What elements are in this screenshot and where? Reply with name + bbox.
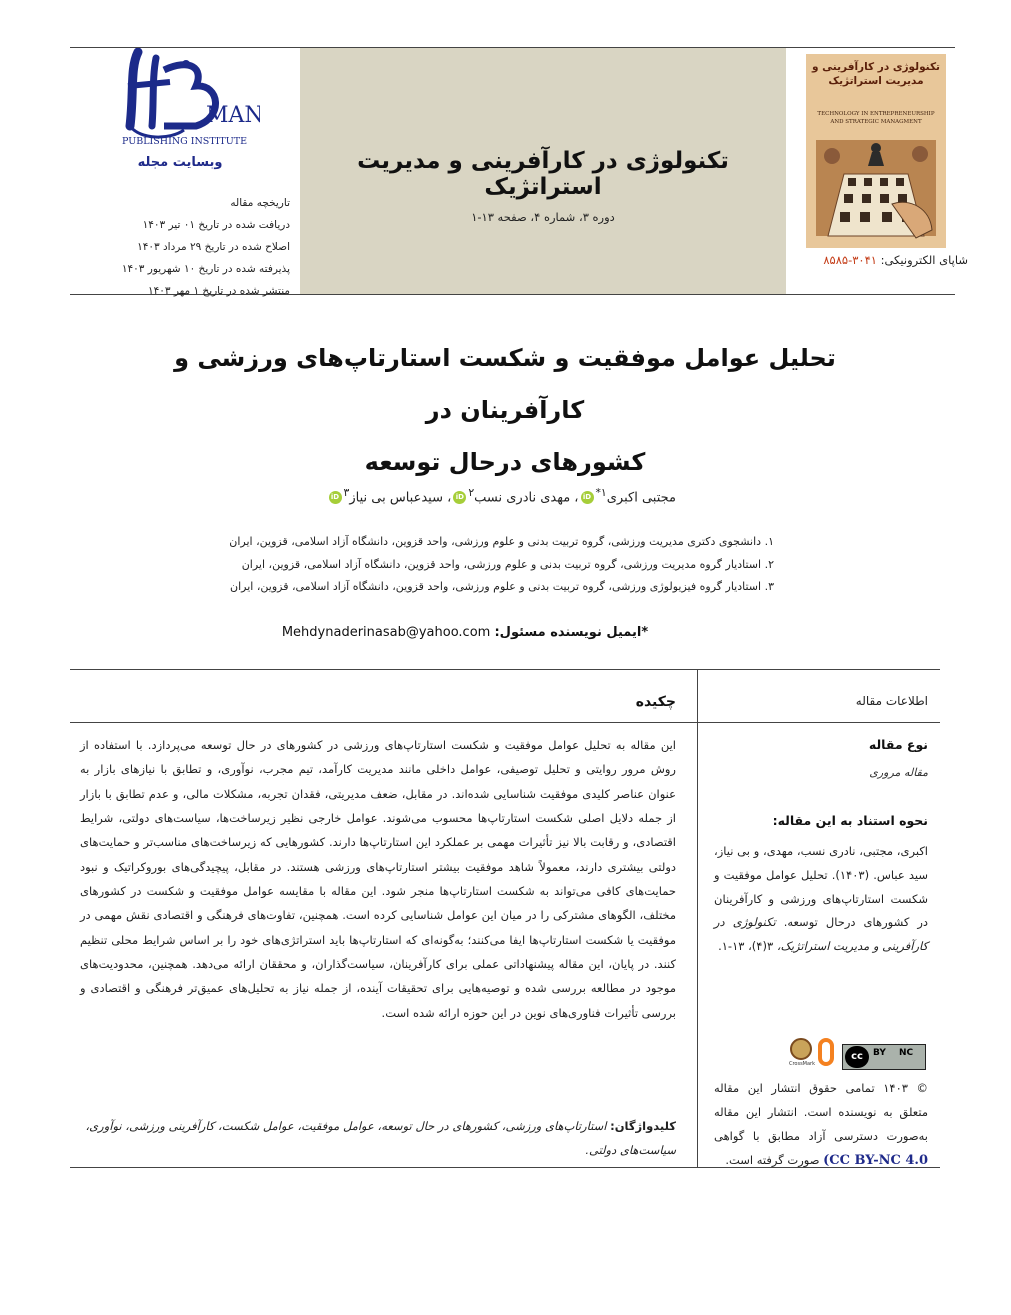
cc-icon: cc: [845, 1046, 869, 1068]
article-title-line1: تحلیل عوامل موفقیت و شکست استارتاپ‌های ورزشی و کارآفرینان در: [174, 344, 836, 424]
keywords-label: کلیدواژگان:: [610, 1119, 676, 1133]
copyright-tail: صورت گرفته است.: [725, 1153, 820, 1167]
issue-info: دوره ۳، شماره ۴، صفحه ۱۳-۱: [471, 210, 615, 224]
svg-text:MAN: MAN: [206, 103, 260, 128]
article-info-heading: اطلاعات مقاله: [855, 694, 928, 708]
author-2-affil: ۲: [468, 486, 475, 499]
history-published: منتشر شده در تاریخ ۱ مهر ۱۴۰۳: [147, 285, 290, 297]
affiliation-1: ۱. دانشجوی دکتری مدیریت ورزشی، گروه تربیت بدنی و علوم ورزشی، واحد قزوین، دانشگاه آزاد اسلامی، قزوین، ایران: [229, 535, 774, 548]
license-link[interactable]: (CC BY-NC 4.0: [823, 1153, 928, 1168]
email-value[interactable]: Mehdynaderinasab@yahoo.com: [281, 625, 491, 640]
affiliations: [200, 531, 774, 599]
citation-tail: ۳(۴)، ۱۳-۱.: [718, 939, 774, 954]
issn-label: شاپای الکترونیکی:: [880, 253, 968, 267]
article-history: [100, 192, 290, 302]
article-type-value: مقاله مروری: [869, 766, 928, 779]
affiliation-3: ۳. استادیار گروه فیزیولوژی ورزشی، گروه تربیت بدنی و علوم ورزشی، واحد قزوین، دانشگاه آزاد اسلامی، قزوین، ایران: [230, 580, 774, 593]
author-2: ، مهدی نادری نسب: [474, 490, 579, 506]
keywords-value: استارتاپ‌های ورزشی، کشورهای در حال توسعه، عوامل موفقیت، عوامل شکست، کارآفرینی ورزشی، نوآوری، سیاست‌های دولتی.: [85, 1119, 676, 1157]
orcid-icon[interactable]: iD: [453, 491, 466, 504]
citation-journal: تکنولوژی در کارآفرینی و مدیریت استراتژیک،: [714, 915, 928, 954]
citation-label: نحوه استناد به این مقاله:: [772, 813, 928, 828]
issn-value: ۳۰۴۱-۸۵۸۵: [823, 253, 877, 267]
article-type-label: نوع مقاله: [868, 737, 928, 752]
corresponding-email: [240, 625, 690, 640]
table-header-rule: [70, 722, 940, 723]
license-badges: [790, 1038, 930, 1072]
author-3: ، سیدعباس بی نیاز: [349, 490, 452, 506]
author-1-affil: ۱*: [595, 486, 607, 499]
publisher-logo-mark: [100, 48, 260, 158]
journal-website-link[interactable]: وبسایت مجله: [137, 155, 223, 170]
cc-nc-label: NC: [899, 1048, 914, 1058]
author-3-affil: ۳: [343, 486, 350, 499]
cc-by-label: BY: [873, 1048, 886, 1058]
cover-title-en: TECHNOLOGY IN ENTREPRENEURSHIP AND STRATEGIC MANAGMENT: [817, 111, 935, 125]
table-top-rule: [70, 669, 940, 670]
abstract-heading: چکیده: [635, 694, 676, 710]
history-received: دریافت شده در تاریخ ۰۱ تیر ۱۴۰۳: [142, 219, 290, 231]
orcid-icon[interactable]: iD: [329, 491, 342, 504]
copyright-text: © ۱۴۰۳ تمامی حقوق انتشار این مقاله متعلق به نویسنده است. انتشار این مقاله به‌صورت دسترسی آزاد مطابق با گواهی: [714, 1081, 929, 1143]
history-revised: اصلاح شده در تاریخ ۲۹ مرداد ۱۴۰۳: [137, 241, 290, 253]
journal-cover-image[interactable]: [806, 54, 946, 248]
cover-title: تکنولوژی در کارآفرینی و مدیریت استراتژیک: [812, 61, 940, 87]
journal-title: تکنولوژی در کارآفرینی و مدیریت استراتژیک: [357, 148, 729, 200]
author-list: [200, 486, 676, 505]
author-1: مجتبی اکبری: [606, 490, 676, 506]
article-title-line2: کشورهای درحال توسعه: [364, 448, 646, 476]
citation-text: [714, 840, 928, 959]
crossmark-label: CrossMark: [788, 1061, 816, 1067]
orcid-icon[interactable]: iD: [581, 491, 594, 504]
issn: [790, 253, 968, 267]
open-access-icon: [818, 1038, 834, 1066]
history-title: تاریخچه مقاله: [230, 197, 290, 209]
citation-body: اکبری، مجتبی، نادری نسب، مهدی، و بی نیاز، سید عباس. (۱۴۰۳). تحلیل عوامل موفقیت و شکست استارتاپ‌های ورزشی و کارآفرینان در کشورهای درحال توسعه.: [714, 844, 929, 930]
crossmark-icon[interactable]: [790, 1038, 812, 1060]
svg-text:PUBLISHING INSTITUTE: PUBLISHING INSTITUTE: [122, 136, 248, 147]
cc-license-badge[interactable]: [842, 1044, 926, 1070]
abstract-body: این مقاله به تحلیل عوامل موفقیت و شکست استارتاپ‌های ورزشی در کشورهای در حال توسعه می‌پردازد. با استفاده از روش مرور روایتی و تحلیل توصیفی، عوامل داخلی مانند مدیریت کارآمد، تیم مجرب، نوآوری، و تطابق با نیازهای بازار به عنوان عناصر کلیدی موفقیت شناسایی شده‌اند. در مقابل، ضعف مدیریتی، فقدان تجربه، مشکلات مالی، و عدم تطابق با بازار از جمله دلایل اصلی شکست استارتاپ‌ها محسوب می‌شوند. عوامل خارجی نظیر زیرساخت‌ها، سیاست‌های دولتی، شرایط اقتصادی، و رقابت بالا نیز تأثیرات مهمی بر عملکرد این استارتاپ‌ها دارند. کشورهایی که زیرساخت‌های مناسب‌تر و حمایت‌های دولتی بیشتری دارند، معمولاً شاهد موفقیت بیشتر استارتاپ‌های ورزشی هستند. در مقابل، پیچیدگی‌های بوروکراتیک و نبود حمایت‌های کافی می‌تواند به شکست استارتاپ‌ها منجر شود. این مقاله با مقایسه عوامل موفقیت و شکست در کشورهای مختلف، الگوهای مشترکی را در میان این عوامل شناسایی کرده است. همچنین، تفاوت‌های فرهنگی و اقتصادی نقش مهمی در موفقیت یا شکست استارتاپ‌ها ایفا می‌کنند؛ به‌گونه‌ای که استارتاپ‌ها باید استراتژی‌های خود را بر اساس شرایط محلی تنظیم کنند. در پایان، این مقاله پیشنهاداتی عملی برای کارآفرینان، سیاست‌گذاران، و محققان ارائه می‌دهد. همچنین، محدودیت‌های موجود در مطالعه بررسی شده و توصیه‌هایی برای تحقیقات آینده، از جمله نیاز به تحلیل‌های عمیق‌تر فرهنگی و اقتصادی و بررسی تأثیرات فناوری‌های نوین در این حوزه ارائه شده است.: [80, 738, 676, 1020]
cover-illustration: [806, 54, 946, 248]
copyright-notice: [714, 1076, 928, 1173]
column-divider: [697, 669, 698, 1168]
affiliation-2: ۲. استادیار گروه مدیریت ورزشی، گروه تربیت بدنی و علوم ورزشی، واحد قزوین، دانشگاه آزاد اسلامی، قزوین، ایران: [241, 557, 774, 571]
keywords: [80, 1114, 676, 1162]
article-title: [120, 332, 890, 488]
email-label: *ایمیل نویسنده مسئول:: [494, 625, 649, 640]
history-accepted: پذیرفته شده در تاریخ ۱۰ شهریور ۱۴۰۳: [121, 263, 290, 275]
